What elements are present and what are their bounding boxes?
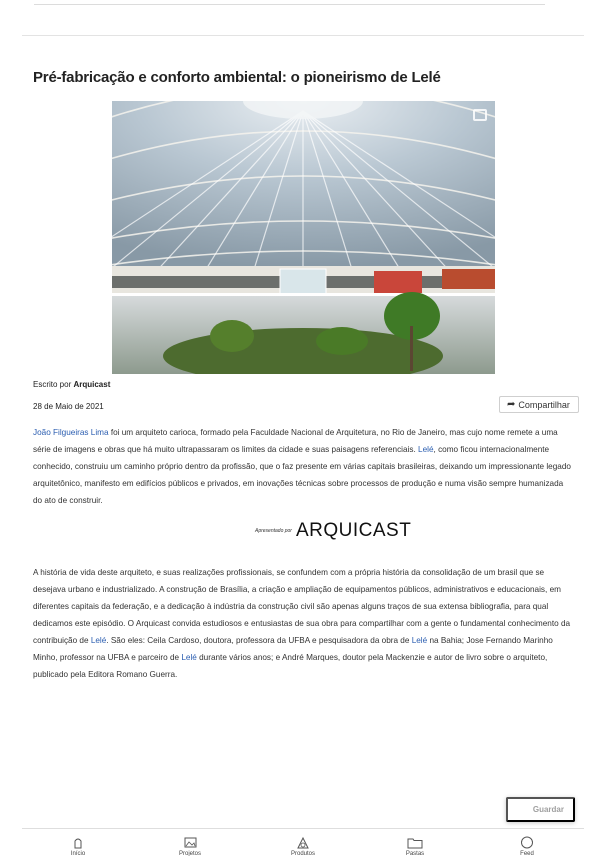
nav-item-projetos[interactable] xyxy=(160,836,220,856)
link-lele[interactable]: Lelé xyxy=(90,636,107,645)
gallery-icon[interactable] xyxy=(473,109,487,121)
article-paragraph-2 xyxy=(33,564,573,683)
article-title: Pré-fabricação e conforto ambiental: o pioneirismo de Lelé xyxy=(33,69,441,86)
article-hero-image[interactable] xyxy=(112,101,495,374)
paragraph-2-text-1: A história de vida deste arquiteto, e suas realizações profissionais, se confundem com a própria história da consolidação de um brasil que se desejava urbano e industrializado. A construção de Brasília, a criação e ampliação de equipamentos públicos, administrativos e educacionais, em diferentes capitais da federação, e a dedicação à indústria da construção civil são apenas alguns traços de sua extensa bibliografia, para qual dedicamos este episódio. O Arquicast convida estudiosos e entusiastas de sua obra para compartilhar com a gente o fundamental conhecimento da contribuição de xyxy=(33,568,571,645)
article-author xyxy=(33,380,110,389)
nav-item-feed[interactable] xyxy=(497,836,557,856)
save-button[interactable]: Guardar xyxy=(506,797,575,822)
link-lele[interactable]: Lelé xyxy=(418,445,434,454)
home-icon xyxy=(72,836,84,849)
paragraph-1-text-2: , como ficou internacionalmente conhecido, construiu um caminho próprio dentro da profissão, que o faz presente em várias capitais brasileiras, deixando um impressionante legado arquitetônico, manifesto em edifícios públicos e privados, em inovações técnicas sobre processos de produção e numa visão sempre humanizada do ato de construir. xyxy=(33,445,571,505)
dome-interior-photo xyxy=(112,101,495,374)
paragraph-1-text-1: foi um arquiteto carioca, formado pela Faculdade Nacional de Arquitetura, no Rio de Janeiro, mas cujo nome remete a uma série de imagens e obras que há muito ultrapassaram os limites da cidade e suas paisagens referenciais. xyxy=(33,428,558,454)
paragraph-2-text-3: na Bahia; Jose Fernando Marinho Minho, professor na UFBA e parceiro de xyxy=(33,636,553,662)
paragraph-2-text-4: durante vários anos; e André Marques, doutor pela Mackenzie e autor de livro sobre o arquiteto, publicado pela Editora Romano Guerra. xyxy=(33,653,548,679)
bottom-navigation xyxy=(22,828,584,856)
link-lele[interactable]: Lelé xyxy=(181,653,197,662)
share-arrow-icon: ➦ xyxy=(507,399,516,410)
nav-item-inicio[interactable] xyxy=(48,836,108,856)
paragraph-2-text-2: . São eles: Ceila Cardoso, doutora, professora da UFBA e pesquisadora da obra de xyxy=(106,636,412,645)
link-joao-filgueiras-lima[interactable]: João Filgueiras Lima xyxy=(33,428,109,437)
nav-label: Início xyxy=(70,851,86,856)
author-name[interactable]: Arquicast xyxy=(73,380,111,389)
link-lele[interactable]: Lelé xyxy=(411,636,428,645)
nav-label: Produtos xyxy=(290,851,315,856)
author-prefix: Escrito por xyxy=(33,380,72,389)
article-date: 28 de Maio de 2021 xyxy=(33,402,104,411)
arquicast-logo: ARQUICAST xyxy=(295,520,412,541)
article-paragraph-1 xyxy=(33,424,573,509)
nav-label: Feed xyxy=(520,851,534,856)
products-icon xyxy=(296,836,310,849)
top-divider xyxy=(34,4,545,5)
projects-icon xyxy=(184,836,197,849)
sponsor-banner[interactable] xyxy=(255,520,411,542)
nav-label: Pastas xyxy=(405,851,425,856)
nav-item-pastas[interactable] xyxy=(385,836,445,856)
folder-icon xyxy=(407,836,423,849)
header-divider xyxy=(22,35,584,36)
nav-item-produtos[interactable] xyxy=(273,836,333,856)
nav-label: Projetos xyxy=(178,851,201,856)
share-label: Compartilhar xyxy=(518,399,570,410)
feed-icon xyxy=(520,836,534,849)
share-button[interactable] xyxy=(499,396,579,413)
sponsor-label: Apresentado por xyxy=(255,528,292,534)
